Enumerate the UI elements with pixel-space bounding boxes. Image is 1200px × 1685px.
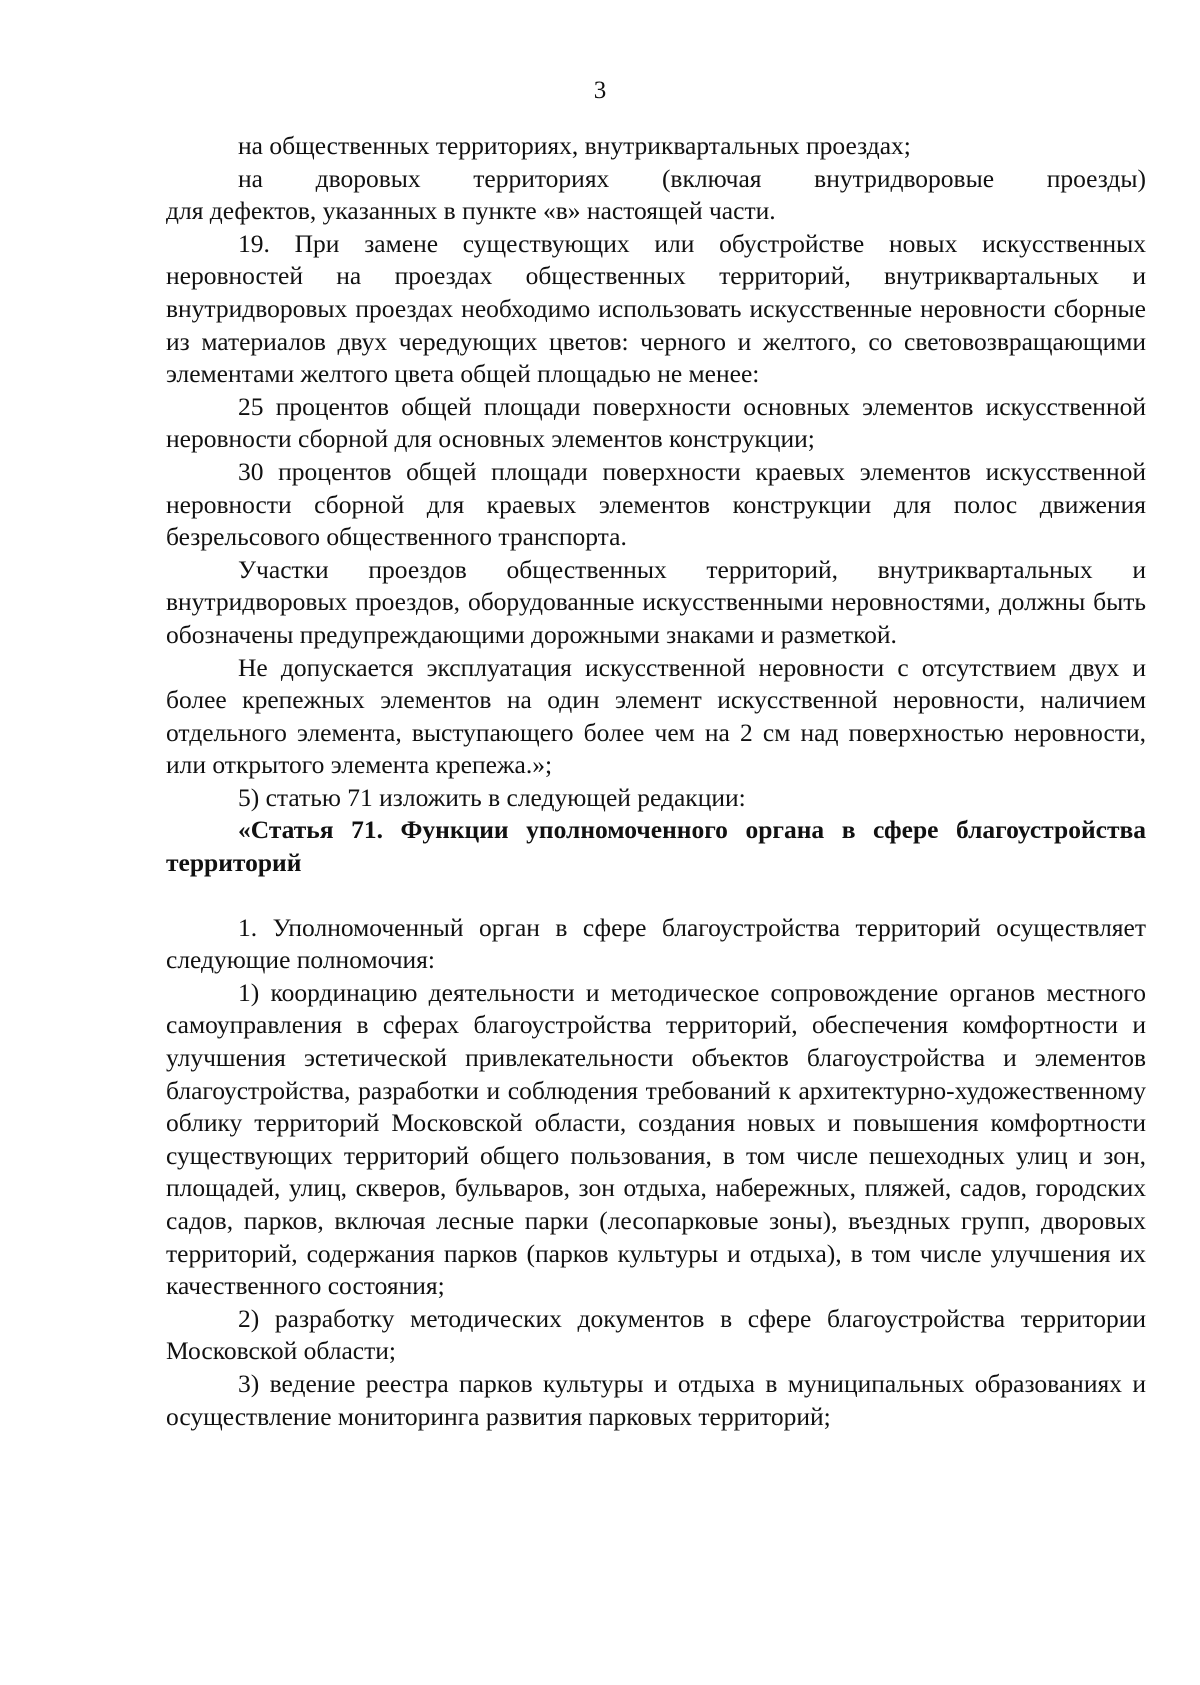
paragraph-power-3: 3) ведение реестра парков культуры и отдыха в муниципальных образованиях и осуществление мониторинга развития парковых территорий; [166, 1368, 1146, 1431]
paragraph-not-allowed: Не допускается эксплуатация искусственной неровности с отсутствием двух и более крепежных элементов на один элемент искусственной неровности, наличием отдельного элемента, выступающего более чем на 2 см над поверхностью неровности, или открытого элемента крепежа.»; [166, 652, 1146, 780]
heading-spacer [166, 880, 1146, 912]
paragraph-amendment-71: 5) статью 71 изложить в следующей редакции: [238, 782, 746, 812]
paragraph-article-71-part-1: 1. Уполномоченный орган в сфере благоустройства территорий осуществляет следующие полномочия: [166, 912, 1146, 975]
paragraph-public-territories: на общественных территориях, внутриквартальных проездах; [238, 131, 911, 160]
paragraph-defects-reference: для дефектов, указанных в пункте «в» настоящей части. [166, 196, 776, 226]
paragraph-25-percent: 25 процентов общей площади поверхности основных элементов искусственной неровности сборной для основных элементов конструкции; [166, 391, 1146, 454]
paragraph-power-2: 2) разработку методических документов в сфере благоустройства территории Московской области; [166, 1303, 1146, 1366]
paragraph-yard-territories: на дворовых территориях (включая внутридворовые проезды) [238, 163, 1146, 193]
paragraph-item-19: 19. При замене существующих или обустройстве новых искусственных неровностей на проездах общественных территорий, внутриквартальных и внутридворовых проездах необходимо использовать искусственные неровности сборные из материалов двух чередующих цветов: черного и желтого, со световозвращающими элементами желтого цвета общей площадью не менее: [166, 228, 1146, 389]
paragraph-30-percent: 30 процентов общей площади поверхности краевых элементов искусственной неровности сборной для краевых элементов конструкции для полос движения безрельсового общественного транспорта. [166, 456, 1146, 552]
paragraph-road-sections: Участки проездов общественных территорий, внутриквартальных и внутридворовых проездов, оборудованные искусственными неровностями, должны быть обозначены предупреждающими дорожными знаками и разметкой. [166, 554, 1146, 649]
document-body [166, 130, 1146, 1433]
page-number: 3 [593, 77, 607, 104]
paragraph-power-1: 1) координацию деятельности и методическое сопровождение органов местного самоуправления в сферах благоустройства территорий, обеспечения комфортности и улучшения эстетической привлекательности объектов благоустройства и элементов благоустройства, разработки и соблюдения требований к архитектурно-художественному облику территорий Московской области, создания новых и повышения комфортности существующих территорий общего пользования, в том числе пешеходных улиц и зон, площадей, улиц, скверов, бульваров, зон отдыха, набережных, пляжей, садов, городских садов, парков, включая лесные парки (лесопарковые зоны), въездных групп, дворовых территорий, содержания парков (парков культуры и отдыха), в том числе улучшения их качественного состояния; [166, 977, 1146, 1301]
article-71-heading: «Статья 71. Функции уполномоченного органа в сфере благоустройства территорий [166, 815, 1146, 878]
